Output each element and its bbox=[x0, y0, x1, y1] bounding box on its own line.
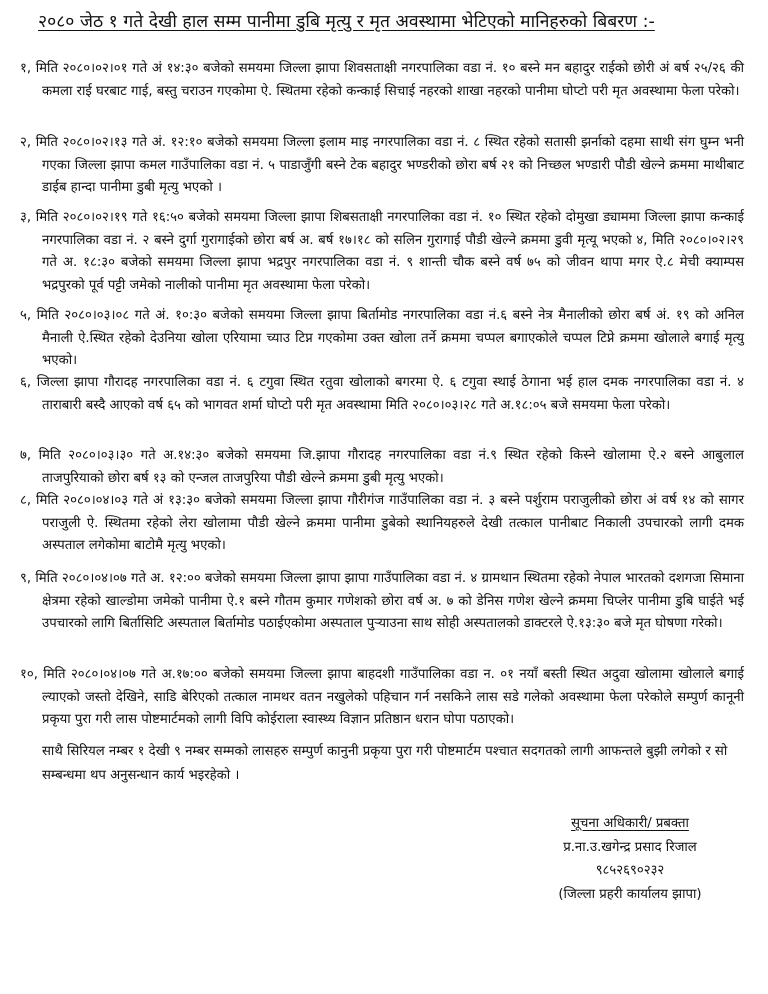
signature-phone: ९८५२६९०२३२ bbox=[595, 863, 665, 878]
entry-item-6: ६, जिल्ला झापा गौरादह नगरपालिका वडा नं. ६ टगुवा स्थित रतुवा खोलाको बगरमा ऐ. ६ टगुवा स्थाई ठेगाना भई हाल दमक नगरपालिका वडा नं. ४ ताराबारी बस्दै आएको वर्ष ६५ को भागवत शर्मा घोप्टो परी मृत अवस्थामा मिति २०८०।०३।२८ गते अ.१८:०५ बजे समयमा फेला परेको। bbox=[20, 375, 744, 413]
document-title: २०८० जेठ १ गते देखी हाल सम्म पानीमा डुबि मृत्यु र मृत अवस्थामा भेटिएको मानिहरुको बिबरण :- bbox=[38, 12, 655, 32]
entry-item-8: ८, मिति २०८०।०४।०३ गते अं १३:३० बजेको समयमा जिल्ला झापा गौरीगंज गाउँपालिका वडा नं. ३ बस्ने पर्शुराम पराजुलीको छोरा अं वर्ष १४ को सागर पराजुली ऐ. स्थितमा रहेको लेरा खोलामा पौडी खेल्ने क्रममा पानीमा डुबेको स्थानियहरुले देखी तत्काल पानीबाट निकाली उपचारको लागी दमक अस्पताल लगेकोमा बाटोमै मृत्यु भएको। bbox=[20, 493, 744, 553]
entry-item-2: २, मिति २०८०।०२।१३ गते अं. १२:१० बजेको समयमा जिल्ला इलाम माइ नगरपालिका वडा नं. ८ स्थित रहेको सतासी झर्नाको दहमा साथी संग घुम्न भनी गएका जिल्ला झापा कमल गाउँपालिका वडा नं. ५ पाडाजुँगी बस्ने टेक बहादुर भण्डरीको छोरा बर्ष २१ को निच्छल भण्डारी पौडी खेल्ने क्रममा माथीबाट डाईब हान्दा पानीमा डुबी मृत्यु भएको । bbox=[20, 135, 744, 195]
signature-block bbox=[520, 812, 740, 906]
closing-paragraph: साथै सिरियल नम्बर १ देखी ९ नम्बर सम्मको लासहरु सम्पुर्ण कानुनी प्रकृया पुरा गरी पोष्टमार्टम पश्चात सदगतको लागी आफन्तले बुझी लगेको र सो सम्बन्धमा थप अनुसन्धान कार्य भइरहेको । bbox=[42, 744, 728, 783]
entry-item-10: १०, मिति २०८०।०४।०७ गते अ.१७:०० बजेको समयमा जिल्ला झापा बाहदशी गाउँपालिका वडा न. ०१ नयाँ बस्ती स्थित अदुवा खोलामा खोलाले बगाई ल्याएको जस्तो देखिने, साडि बेरिएको तत्काल नामथर वतन नखुलेको पहिचान गर्न नसकिने लास सडे गलेको अवस्थामा फेला परेकोले सम्पुर्ण कानूनी प्रकृया पुरा गरी लास पोष्टमार्टमको लागी विपि कोईराला स्वास्थ्य विज्ञान प्रतिष्ठान धरान घोपा पठाएको। bbox=[20, 667, 744, 727]
entry-item-5: ५, मिति २०८०।०३।०८ गते अं. १०:३० बजेको समयमा जिल्ला झापा बिर्तामोड नगरपालिका वडा नं.६ बस्ने नेत्र मैनालीको छोरा बर्ष अं. १९ को अनिल मैनाली ऐ.स्थित रहेको देउनिया खोला एरियामा च्याउ टिप्न गएकोमा उक्त खोला तर्ने क्रममा चप्पल बगाएकोले चप्पल टिप्ने क्रममा खोलाले बगाई मृत्यु भएको। bbox=[20, 308, 744, 368]
entry-item-7: ७, मिति २०८०।०३।३० गते अ.१४:३० बजेको समयमा जि.झापा गौरादह नगरपालिका वडा नं.९ स्थित रहेको किस्ने खोलामा ऐ.२ बस्ने आबुलाल ताजपुरियाको छोरा बर्ष १३ को एन्जल ताजपुरिया पौडी खेल्ने क्रममा डुबी मृत्यु भएको। bbox=[20, 448, 744, 486]
signature-role: सूचना अधिकारी/ प्रबक्ता bbox=[571, 816, 689, 831]
entry-item-9: ९, मिति २०८०।०४।०७ गते अ. १२:०० बजेको समयमा जिल्ला झापा झापा गाउँपालिका वडा नं. ४ ग्रामथान स्थितमा रहेको नेपाल भारतको दशगजा सिमाना क्षेत्रमा रहेको खाल्डोमा जमेको पानीमा ऐ.१ बस्ने गौतम कुमार गणेशको छोरा वर्ष अ. ७ को डेनिस गणेश खेल्ने क्रममा चिप्लेर पानीमा डुबि घाईते भई उपचारको लागि बिर्तासिटि अस्पताल बिर्तामोड पठाईएकोमा अस्पताल पुऱ्याउना साथ सोही अस्पतालको डाक्टरले ऐ.१३:३० बजे मृत घोषणा गरेको। bbox=[20, 571, 744, 631]
entry-item-1: १, मिति २०८०।०२।०१ गते अं १४:३० बजेको समयमा जिल्ला झापा शिवसताक्षी नगरपालिका वडा नं. १० बस्ने मन बहादुर राईको छोरी अं बर्ष २५/२६ की कमला राई घरबाट गाई, बस्तु चराउन गएकोमा ऐ. स्थितमा रहेको कन्काई सिचाई नहरको शाखा नहरको पानीमा घोप्टो परी मृत अवस्थामा फेला परेको। bbox=[20, 61, 744, 99]
signature-name: प्र.ना.उ.खगेन्द्र प्रसाद रिजाल bbox=[563, 839, 697, 855]
signature-office: (जिल्ला प्रहरी कार्यालय झापा) bbox=[558, 886, 702, 902]
entry-item-3-4: ३, मिति २०८०।०२।१९ गते १६:५० बजेको समयमा जिल्ला झापा शिबसताक्षी नगरपालिका वडा नं. १० स्थित रहेको दोमुखा ड्याममा जिल्ला झापा कन्काई नगरपालिका वडा नं. २ बस्ने दुर्गा गुरागाईको छोरा बर्ष अ. बर्ष १७।१८ को सलिन गुरागाई पौडी खेल्ने क्रममा डुवी मृत्यू भएको ४, मिति २०८०।०२।२९ गते अ. १८:३० बजेको समयमा जिल्ला झापा भद्रपुर नगरपालिका वडा नं. ९ शान्ती चौक बस्ने वर्ष ७५ को जीवन थापा मगर ऐ.८ मेची क्याम्पस भद्रपुरको पूर्व पट्टी जमेको नालीको पानीमा मृत अवस्थामा फेला परेको। bbox=[20, 210, 744, 293]
